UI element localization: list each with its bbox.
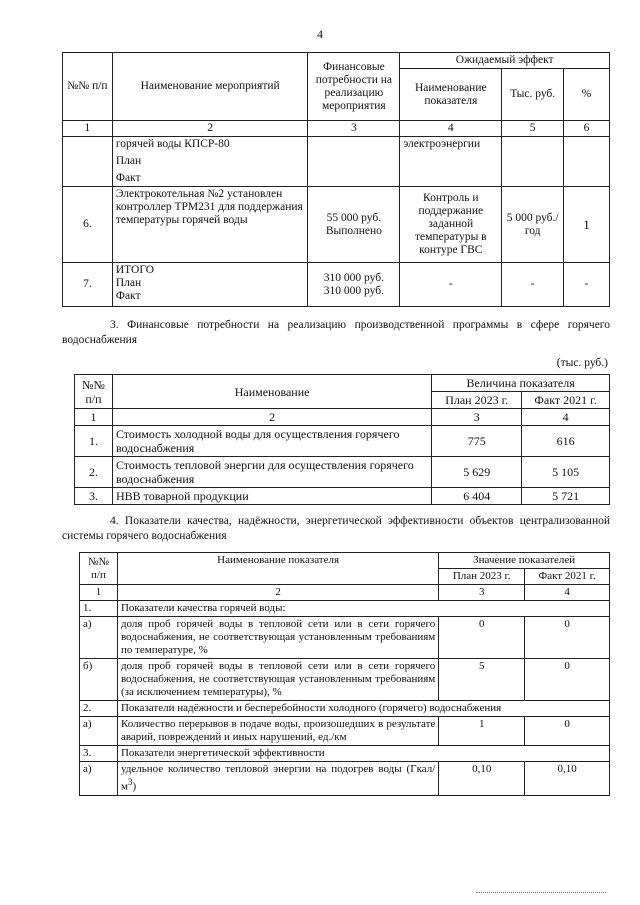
table-row: [80, 659, 610, 701]
percent-value: 1: [564, 187, 610, 263]
row-num: 7.: [63, 263, 113, 307]
header-num: №№ п/п: [63, 53, 113, 121]
colnum: 1: [80, 585, 118, 601]
header-fact: Факт 2021 г.: [522, 392, 610, 409]
thousand-value: -: [502, 263, 564, 307]
colnum: 3: [439, 585, 525, 601]
row-name: Стоимость холодной воды для осуществления горячего водоснабжения: [112, 426, 431, 457]
row-num: 1.: [75, 426, 113, 457]
fact-value: 0: [525, 659, 610, 701]
row-name: [117, 762, 438, 796]
fact-value: 0: [525, 617, 610, 659]
header-fact: Факт 2021 г.: [525, 569, 610, 585]
row-num: 6.: [63, 187, 113, 263]
plan-value: 5 629: [432, 457, 522, 488]
table-row: [75, 457, 610, 488]
finance-line: Выполнено: [325, 224, 382, 237]
column-number-row: [63, 121, 610, 137]
fact-value: 0: [525, 717, 610, 746]
page-number: 4: [317, 27, 323, 41]
table-row: [75, 426, 610, 457]
indicators-table: [79, 552, 610, 796]
row-name-text: удельное количество тепловой энергии на подогрев воды (Гкал/м: [120, 763, 436, 793]
measure-name: Электрокотельная №2 установлен контроллер ТРМ231 для поддержания температуры горячей воды: [112, 187, 308, 263]
finance-needs-table: [74, 374, 610, 505]
row-num: 2.: [80, 701, 118, 717]
table-row: [63, 187, 610, 263]
measure-line: Факт: [115, 290, 141, 302]
section-row: [80, 701, 610, 717]
indicator-name: -: [400, 263, 502, 307]
header-num: №№ п/п: [75, 375, 113, 409]
measure-name: [112, 263, 308, 307]
measures-table: [62, 52, 610, 307]
table-row: [63, 263, 610, 307]
row-name: доля проб горячей воды в тепловой сети или в сети горячего водоснабжения, не соответствующая установленным требованиям (за исключением температуры), %: [117, 659, 438, 701]
header-thousand-rub: Тыс. руб.: [502, 69, 564, 121]
row-name: доля проб горячей воды в тепловой сети или в сети горячего водоснабжения, не соответствующая установленным требованиям по температуре, %: [117, 617, 438, 659]
colnum: 6: [564, 121, 610, 137]
fact-value: 0,10: [525, 762, 610, 796]
row-name: Стоимость тепловой энергии для осуществления горячего водоснабжения: [112, 457, 431, 488]
header-indicator-name: Наименование показателя: [117, 553, 438, 585]
row-num: 3.: [75, 488, 113, 505]
colnum: 1: [75, 409, 113, 426]
table-row: [80, 717, 610, 746]
header-value: Значение показателей: [439, 553, 610, 569]
row-num: 1.: [80, 601, 118, 617]
section-row: [80, 746, 610, 762]
section-3-heading: 3. Финансовые потребности на реализацию производственной программы в сфере горячего водоснабжения: [62, 319, 610, 346]
row-num: а): [80, 617, 118, 659]
plan-value: 775: [432, 426, 522, 457]
plan-value: 5: [439, 659, 525, 701]
colnum: 2: [117, 585, 438, 601]
finance-line: 55 000 руб.: [326, 211, 382, 224]
fact-value: 5 105: [522, 457, 610, 488]
colnum: 3: [432, 409, 522, 426]
plan-value: 1: [439, 717, 525, 746]
row-num: [63, 137, 113, 187]
finance-line: 310 000 руб.: [323, 271, 384, 284]
row-num: 2.: [75, 457, 113, 488]
section-title: Показатели качества горячей воды:: [117, 601, 609, 617]
plan-value: 0: [439, 617, 525, 659]
percent-value: -: [564, 263, 610, 307]
header-num: №№ п/п: [80, 553, 118, 585]
table-row: [75, 488, 610, 505]
measure-line: горячей воды КПСР-80: [115, 138, 230, 150]
measure-line: Факт: [115, 172, 141, 184]
header-percent: %: [564, 69, 610, 121]
colnum: 4: [400, 121, 502, 137]
colnum: 4: [522, 409, 610, 426]
measure-name: [112, 137, 308, 187]
header-finance: Финансовые потребности на реализацию мероприятия: [308, 53, 400, 121]
percent-value: [564, 137, 610, 187]
section-row: [80, 601, 610, 617]
indicator-name: электроэнергии: [400, 137, 502, 187]
row-name: Количество перерывов в подаче воды, произошедших в результате аварий, повреждений и иных нарушений, ед./км: [117, 717, 438, 746]
column-number-row: [75, 409, 610, 426]
finance-line: 310 000 руб.: [323, 284, 384, 297]
indicator-name: Контроль и поддержание заданной температуры в контуре ГВС: [400, 187, 502, 263]
fact-value: 616: [522, 426, 610, 457]
finance-value: [308, 263, 400, 307]
row-num: 3.: [80, 746, 118, 762]
colnum: 3: [308, 121, 400, 137]
table-row: [80, 617, 610, 659]
measure-line: ИТОГО: [115, 264, 155, 276]
colnum: 1: [63, 121, 113, 137]
section-title: Показатели энергетической эффективности: [117, 746, 609, 762]
header-plan: План 2023 г.: [432, 392, 522, 409]
plan-value: 0,10: [439, 762, 525, 796]
column-number-row: [80, 585, 610, 601]
finance-value: [308, 137, 400, 187]
colnum: 2: [112, 121, 308, 137]
header-name: Наименование: [112, 375, 431, 409]
row-name-text-end: ): [132, 780, 137, 793]
thousand-value: [502, 137, 564, 187]
section-4-heading: 4. Показатели качества, надёжности, энергетической эффективности объектов централизованной системы горячего водоснабжения: [62, 515, 610, 542]
header-expected-effect: Ожидаемый эффект: [400, 53, 610, 69]
colnum: 2: [112, 409, 431, 426]
row-num: а): [80, 717, 118, 746]
row-num: а): [80, 762, 118, 796]
thousand-value: 5 000 руб./год: [502, 187, 564, 263]
colnum: 5: [502, 121, 564, 137]
header-measure-name: Наименование мероприятий: [112, 53, 308, 121]
measure-line: План: [115, 277, 142, 289]
plan-value: 6 404: [432, 488, 522, 505]
finance-value: [308, 187, 400, 263]
row-name: НВВ товарной продукции: [112, 488, 431, 505]
colnum: 4: [525, 585, 610, 601]
header-indicator-name: Наименование показателя: [400, 69, 502, 121]
table-row: [80, 762, 610, 796]
units-label: (тыс. руб.): [556, 357, 608, 369]
section-title: Показатели надёжности и бесперебойности холодного (горячего) водоснабжения: [117, 701, 609, 717]
fact-value: 5 721: [522, 488, 610, 505]
measure-line: План: [115, 155, 142, 167]
table-row: [63, 137, 610, 187]
row-num: б): [80, 659, 118, 701]
row-name-superscript: 3: [127, 777, 133, 787]
header-value: Величина показателя: [432, 375, 610, 392]
signature-line: [476, 892, 606, 893]
header-plan: План 2023 г.: [439, 569, 525, 585]
